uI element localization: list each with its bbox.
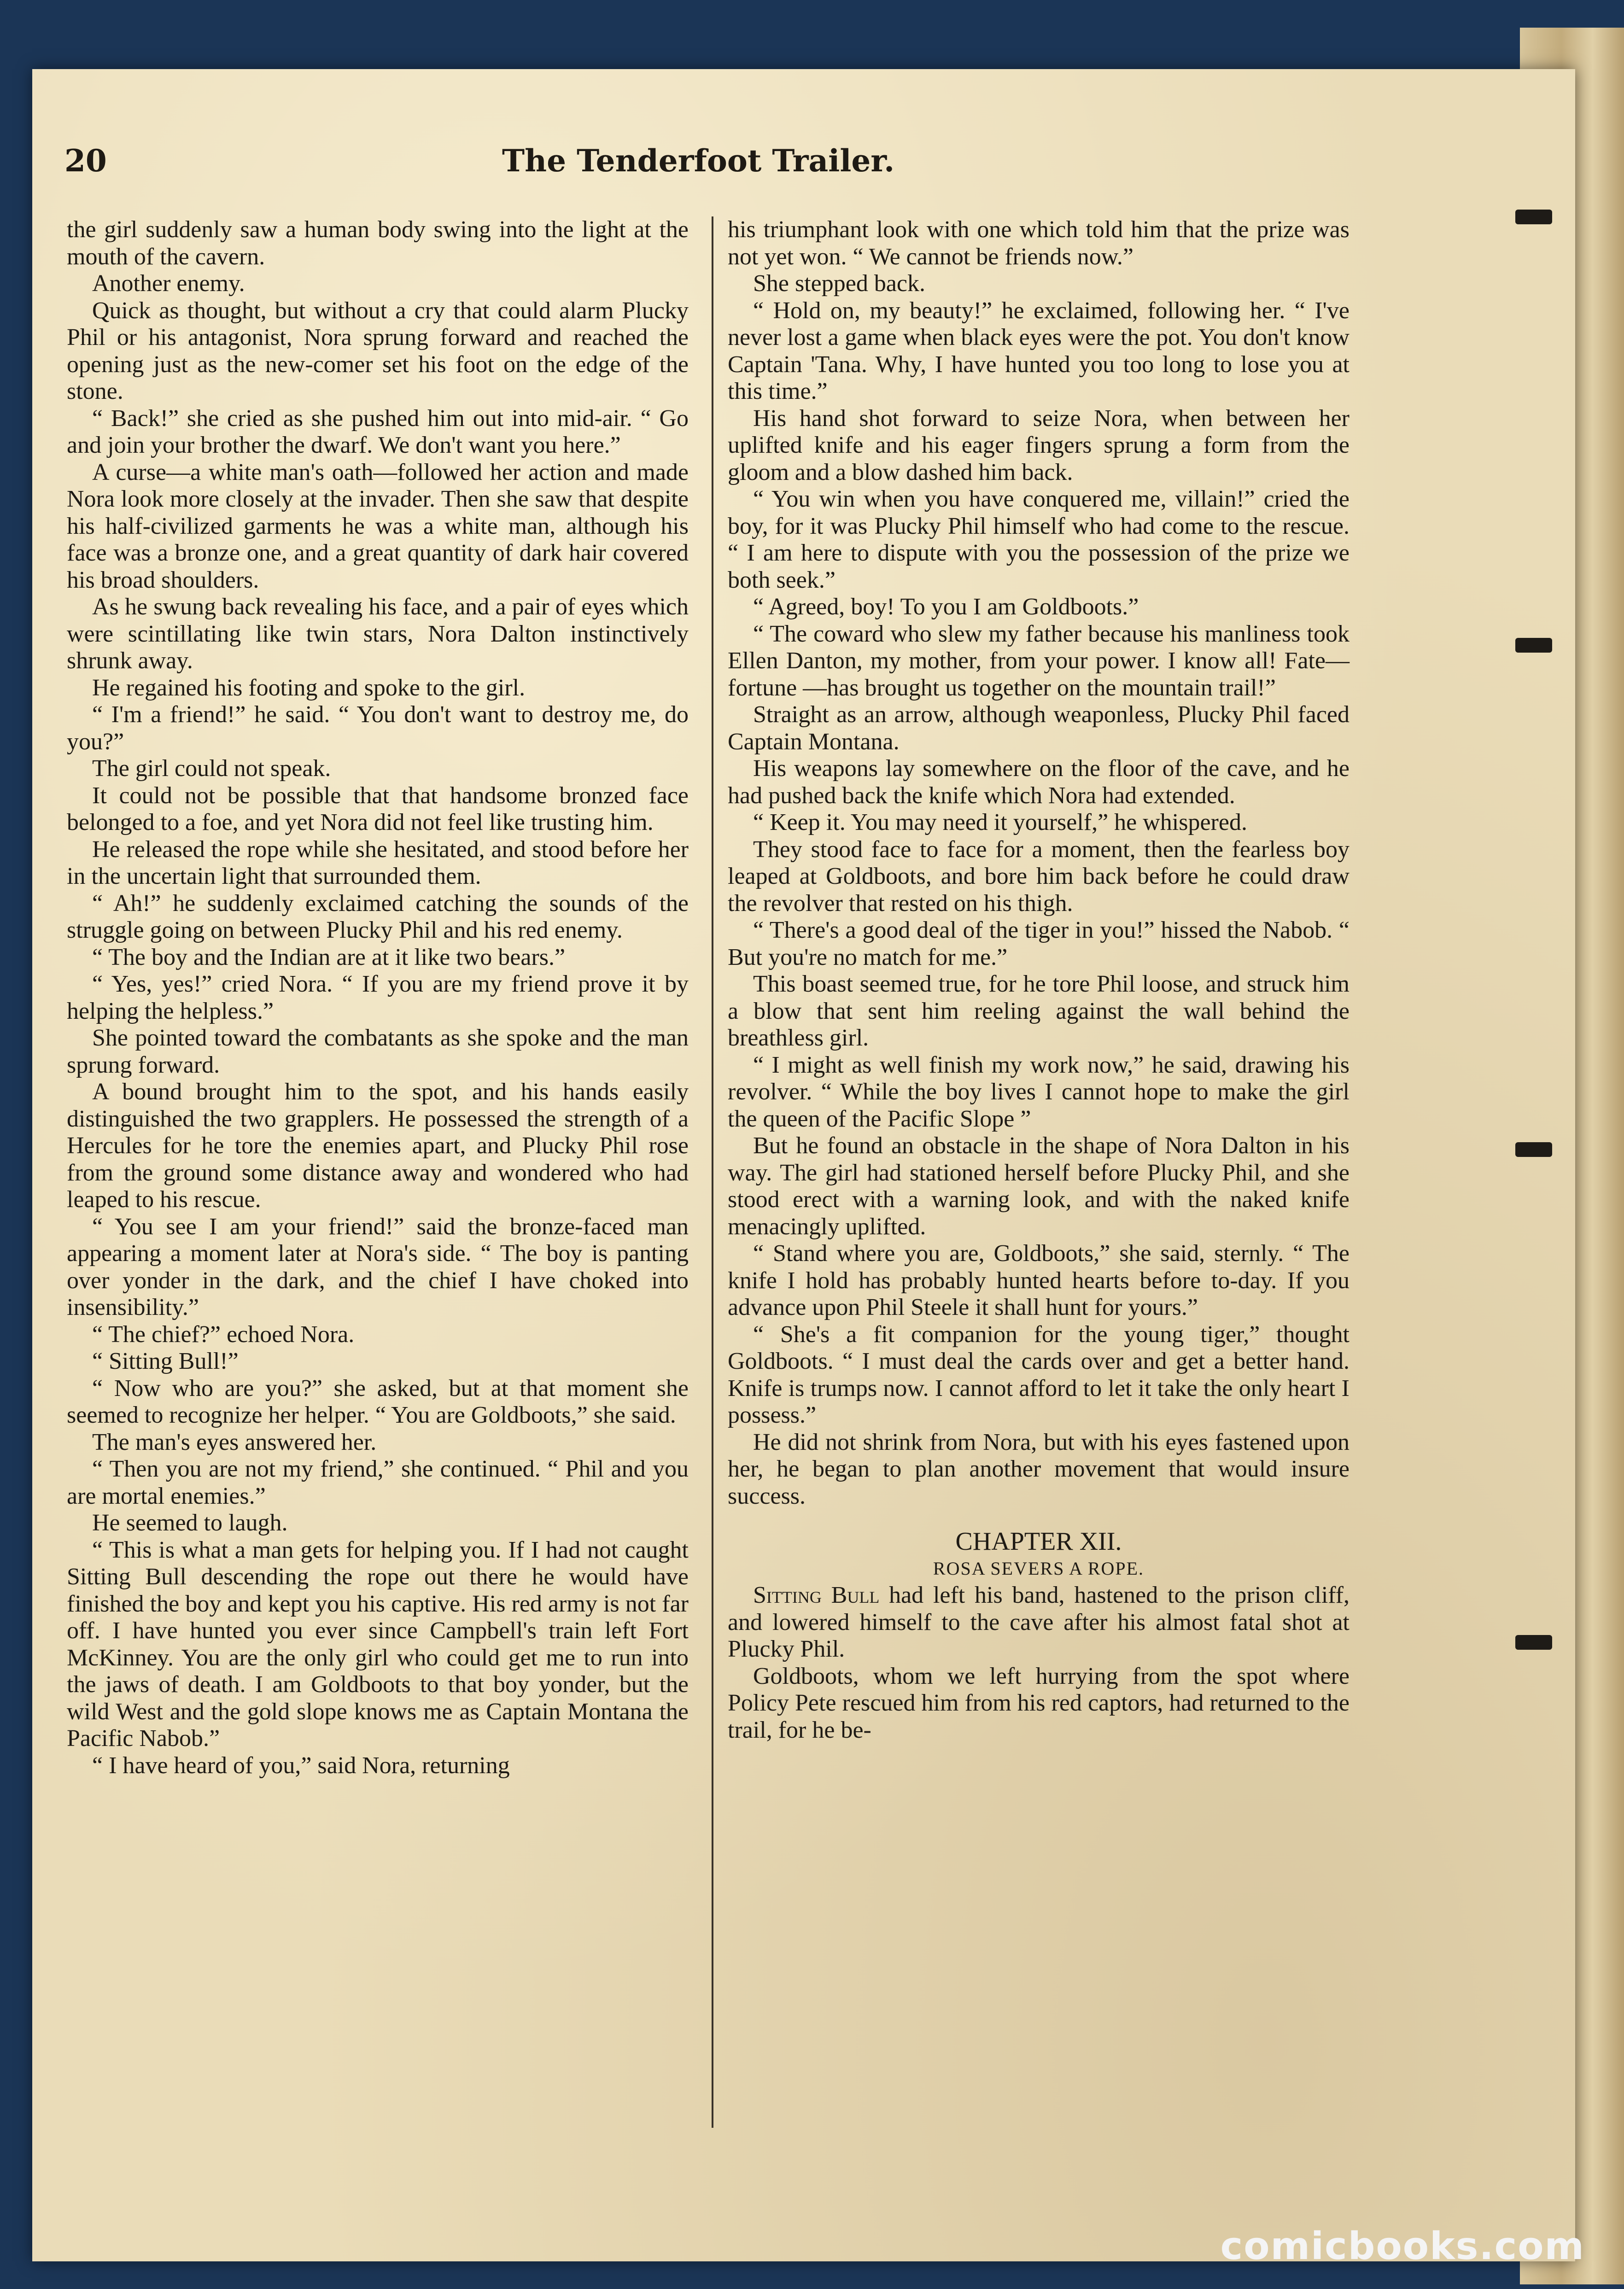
paragraph: His weapons lay somewhere on the floor of the cave, and he had pushed back the knife which Nora had extended.: [728, 755, 1349, 809]
paragraph: “ The chief?” echoed Nora.: [92, 1321, 355, 1348]
paragraph: “ Ah!” he suddenly exclaimed catching the sounds of the struggle going on between Plucky Phil and his red enemy.: [67, 890, 689, 943]
running-title: The Tenderfoot Trailer.: [502, 143, 895, 179]
paragraph: “ I'm a friend!” he said. “ You don't want to destroy me, do you?”: [67, 701, 689, 755]
paragraph: Another enemy.: [92, 270, 245, 297]
staple-mark: [1515, 1142, 1552, 1157]
paragraph: “ I have heard of you,” said Nora, returning: [92, 1752, 510, 1779]
chapter-subheading: ROSA SEVERS A ROPE.: [933, 1558, 1145, 1579]
left-column: [67, 216, 689, 1779]
running-header: [64, 138, 1354, 189]
paragraph: “ You win when you have conquered me, villain!” cried the boy, for it was Plucky Phil himself who had come to the rescue. “ I am here to dispute with you the possession of the prize we both seek.”: [728, 486, 1349, 593]
paragraph: “ Now who are you?” she asked, but at that moment she seemed to recognize her helper. “ You are Goldboots,” she said.: [67, 1375, 689, 1428]
paragraph: “ The coward who slew my father because his manliness took Ellen Danton, my mother, from your power. I know all! Fate—fortune —has brought us together on the mountain trail!”: [728, 620, 1349, 701]
paragraph: “ Keep it. You may need it yourself,” he whispered.: [753, 809, 1247, 835]
paragraph: the girl suddenly saw a human body swing into the light at the mouth of the cavern.: [67, 216, 689, 270]
paragraph: “ Back!” she cried as she pushed him out into mid-air. “ Go and join your brother the dwarf. We don't want you here.”: [67, 405, 689, 458]
paragraph: “ Stand where you are, Goldboots,” she said, sternly. “ The knife I hold has probably hunted hearts before to-day. If you advance upon Phil Steele it shall hunt for yours.”: [728, 1240, 1349, 1320]
paragraph: “ She's a fit companion for the young tiger,” thought Goldboots. “ I must deal the cards over and get a better hand. Knife is trumps now. I cannot afford to let it take the only heart I possess.”: [728, 1321, 1349, 1428]
paragraph: But he found an obstacle in the shape of Nora Dalton in his way. The girl had stationed herself before Plucky Phil, and she stood erect with a warning look, and with the naked knife menacingly uplifted.: [728, 1133, 1349, 1240]
paragraph: It could not be possible that that handsome bronzed face belonged to a foe, and yet Nora did not feel like trusting him.: [67, 782, 689, 835]
paragraph: He did not shrink from Nora, but with his eyes fastened upon her, he began to plan another movement that would insure success.: [728, 1429, 1349, 1509]
right-column: [728, 216, 1349, 1744]
paragraph: The girl could not speak.: [92, 755, 331, 782]
paragraph: She pointed toward the combatants as she spoke and the man sprung forward.: [67, 1025, 689, 1078]
paragraph: He regained his footing and spoke to the girl.: [92, 674, 526, 701]
paragraph: As he swung back revealing his face, and a pair of eyes which were scintillating like twin stars, Nora Dalton instinctively shrunk away.: [67, 594, 689, 674]
paragraph: A bound brought him to the spot, and his hands easily distinguished the two grapplers. He possessed the strength of a Hercules for he tore the enemies apart, and Plucky Phil rose from the ground some distance away and wondered who had leaped to his rescue.: [67, 1079, 689, 1213]
paragraph: “ This is what a man gets for helping you. If I had not caught Sitting Bull descending the rope out there he would have finished the boy and kept you his captive. His red army is not far off. I have hunted you ever since Campbell's train left Fort McKinney. You are the only girl who could get me to run into the jaws of death. I am Goldboots to that boy yonder, but the wild West and the gold slope knows me as Captain Montana the Pacific Nabob.”: [67, 1536, 689, 1752]
paragraph: Straight as an arrow, although weaponless, Plucky Phil faced Captain Montana.: [728, 701, 1349, 755]
paragraph: She stepped back.: [753, 270, 926, 297]
paragraph: “ Yes, yes!” cried Nora. “ If you are my friend prove it by helping the helpless.”: [67, 971, 689, 1024]
paragraph: “ I might as well finish my work now,” he said, drawing his revolver. “ While the boy lives I cannot hope to make the girl the queen of the Pacific Slope ”: [728, 1051, 1349, 1132]
paragraph: “ Sitting Bull!”: [92, 1348, 239, 1374]
chapter-first-paragraph: [728, 1582, 1349, 1663]
chapter-heading: CHAPTER XII.: [955, 1527, 1122, 1556]
paragraph: “ Agreed, boy! To you I am Goldboots.”: [753, 594, 1139, 620]
lead-word: Sitting Bull: [753, 1582, 880, 1608]
paragraph: A curse—a white man's oath—followed her action and made Nora look more closely at the invader. Then she saw that despite his half-civilized garments he was a white man, although his face was a bronze one, and a great quantity of dark hair covered his broad shoulders.: [67, 459, 689, 593]
paragraph: His hand shot forward to seize Nora, when between her uplifted knife and his eager fingers sprung a form from the gloom and a blow dashed him back.: [728, 405, 1349, 485]
paragraph: This boast seemed true, for he tore Phil loose, and struck him a blow that sent him reeling against the wall behind the breathless girl.: [728, 971, 1349, 1051]
staple-mark: [1515, 1635, 1552, 1650]
staple-mark: [1515, 210, 1552, 224]
site-watermark: comicbooks.com: [1220, 2225, 1585, 2268]
paragraph: He released the rope while she hesitated, and stood before her in the uncertain light that surrounded them.: [67, 836, 689, 889]
staple-mark: [1515, 638, 1552, 653]
column-divider: [712, 216, 713, 2128]
paragraph: “ There's a good deal of the tiger in you!” hissed the Nabob. “ But you're no match for me.”: [728, 917, 1349, 970]
paragraph: “ The boy and the Indian are at it like two bears.”: [92, 944, 566, 970]
paragraph: “ You see I am your friend!” said the bronze-faced man appearing a moment later at Nora's side. “ The boy is panting over yonder in the dark, and the chief I have choked into insensibility.”: [67, 1213, 689, 1320]
paragraph-rest: had left his band, hastened to the prison cliff, and lowered himself to the cave after his almost fatal shot at Plucky Phil.: [728, 1582, 1349, 1662]
paragraph: They stood face to face for a moment, then the fearless boy leaped at Goldboots, and bore him back before he could draw the revolver that rested on his thigh.: [728, 836, 1349, 917]
paragraph: Quick as thought, but without a cry that could alarm Plucky Phil or his antagonist, Nora sprung forward and reached the opening just as the new-comer set his foot on the edge of the stone.: [67, 297, 689, 404]
paragraph: The man's eyes answered her.: [92, 1429, 377, 1455]
paragraph: “ Hold on, my beauty!” he exclaimed, following her. “ I've never lost a game when black eyes were the pot. You don't know Captain 'Tana. Why, I have hunted you too long to lose you at this time.”: [728, 297, 1349, 404]
paragraph: Goldboots, whom we left hurrying from the spot where Policy Pete rescued him from his red captors, had returned to the trail, for he be-: [728, 1663, 1349, 1743]
paragraph: “ Then you are not my friend,” she continued. “ Phil and you are mortal enemies.”: [67, 1456, 689, 1509]
paragraph: He seemed to laugh.: [92, 1510, 288, 1536]
page-number: 20: [64, 143, 107, 179]
paragraph: his triumphant look with one which told him that the prize was not yet won. “ We cannot be friends now.”: [728, 216, 1349, 270]
